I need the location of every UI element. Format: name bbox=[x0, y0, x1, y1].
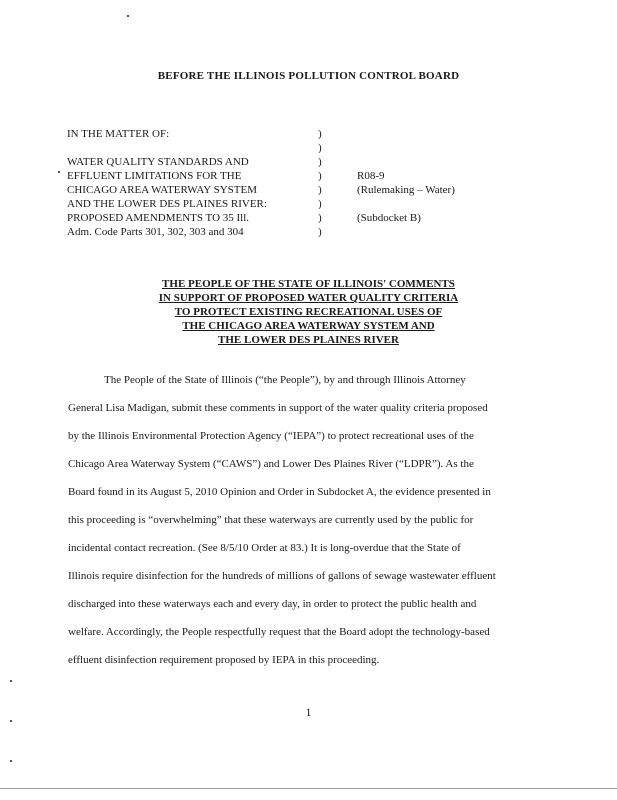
caption-line: EFFLUENT LIMITATIONS FOR THE bbox=[67, 170, 242, 182]
heading-line: THE LOWER DES PLAINES RIVER bbox=[218, 334, 399, 346]
caption-line: IN THE MATTER OF: bbox=[67, 128, 170, 140]
scan-speck bbox=[10, 680, 12, 682]
body-line: General Lisa Madigan, submit these comments in support of the water quality criteria proposed bbox=[68, 402, 488, 414]
caption-paren: ) bbox=[318, 212, 322, 224]
body-line: Chicago Area Waterway System (“CAWS”) and Lower Des Plaines River (“LDPR”). As the bbox=[68, 458, 474, 470]
body-line: Illinois require disinfection for the hundreds of millions of gallons of sewage wastewater effluent bbox=[68, 570, 496, 582]
scan-speck bbox=[10, 760, 12, 762]
caption-line: AND THE LOWER DES PLAINES RIVER: bbox=[67, 198, 267, 210]
caption-line: WATER QUALITY STANDARDS AND bbox=[67, 156, 249, 168]
body-line: discharged into these waterways each and every day, in order to protect the public health and bbox=[68, 598, 477, 610]
caption-line: Adm. Code Parts 301, 302, 303 and 304 bbox=[67, 226, 244, 238]
body-line: The People of the State of Illinois (“the People”), by and through Illinois Attorney bbox=[104, 374, 466, 386]
body-line: Board found in its August 5, 2010 Opinion and Order in Subdocket A, the evidence presented in bbox=[68, 486, 491, 498]
scan-speck bbox=[58, 171, 60, 173]
caption-line: PROPOSED AMENDMENTS TO 35 Ill. bbox=[67, 212, 250, 224]
caption-line: CHICAGO AREA WATERWAY SYSTEM bbox=[67, 184, 257, 196]
caption-paren: ) bbox=[318, 128, 322, 140]
heading-line: THE CHICAGO AREA WATERWAY SYSTEM AND bbox=[182, 320, 435, 332]
heading-line: IN SUPPORT OF PROPOSED WATER QUALITY CRITERIA bbox=[158, 292, 459, 304]
body-line: welfare. Accordingly, the People respectfully request that the Board adopt the technology-based bbox=[68, 626, 490, 638]
scan-speck bbox=[10, 720, 12, 722]
scan-speck bbox=[127, 15, 129, 17]
page-number: 1 bbox=[305, 705, 312, 719]
body-line: incidental contact recreation. (See 8/5/10 Order at 83.) It is long-overdue that the State of bbox=[68, 542, 461, 554]
body-line: effluent disinfection requirement proposed by IEPA in this proceeding. bbox=[68, 654, 380, 666]
rulemaking-type: (Rulemaking – Water) bbox=[357, 184, 455, 196]
bottom-edge-line bbox=[0, 788, 617, 789]
caption-paren: ) bbox=[318, 156, 322, 168]
subdocket-label: (Subdocket B) bbox=[357, 212, 421, 224]
heading-line: THE PEOPLE OF THE STATE OF ILLINOIS' COMMENTS bbox=[162, 278, 455, 290]
caption-paren: ) bbox=[318, 170, 322, 182]
caption-paren: ) bbox=[318, 142, 322, 154]
body-line: this proceeding is “overwhelming” that these waterways are currently used by the public for bbox=[68, 514, 474, 526]
document-title: BEFORE THE ILLINOIS POLLUTION CONTROL BOARD bbox=[157, 70, 460, 82]
heading-line: TO PROTECT EXISTING RECREATIONAL USES OF bbox=[174, 306, 443, 318]
caption-paren: ) bbox=[318, 184, 322, 196]
caption-paren: ) bbox=[318, 198, 322, 210]
body-line: by the Illinois Environmental Protection Agency (“IEPA”) to protect recreational uses of the bbox=[68, 430, 474, 442]
caption-paren: ) bbox=[318, 226, 322, 238]
docket-number: R08-9 bbox=[357, 170, 385, 182]
